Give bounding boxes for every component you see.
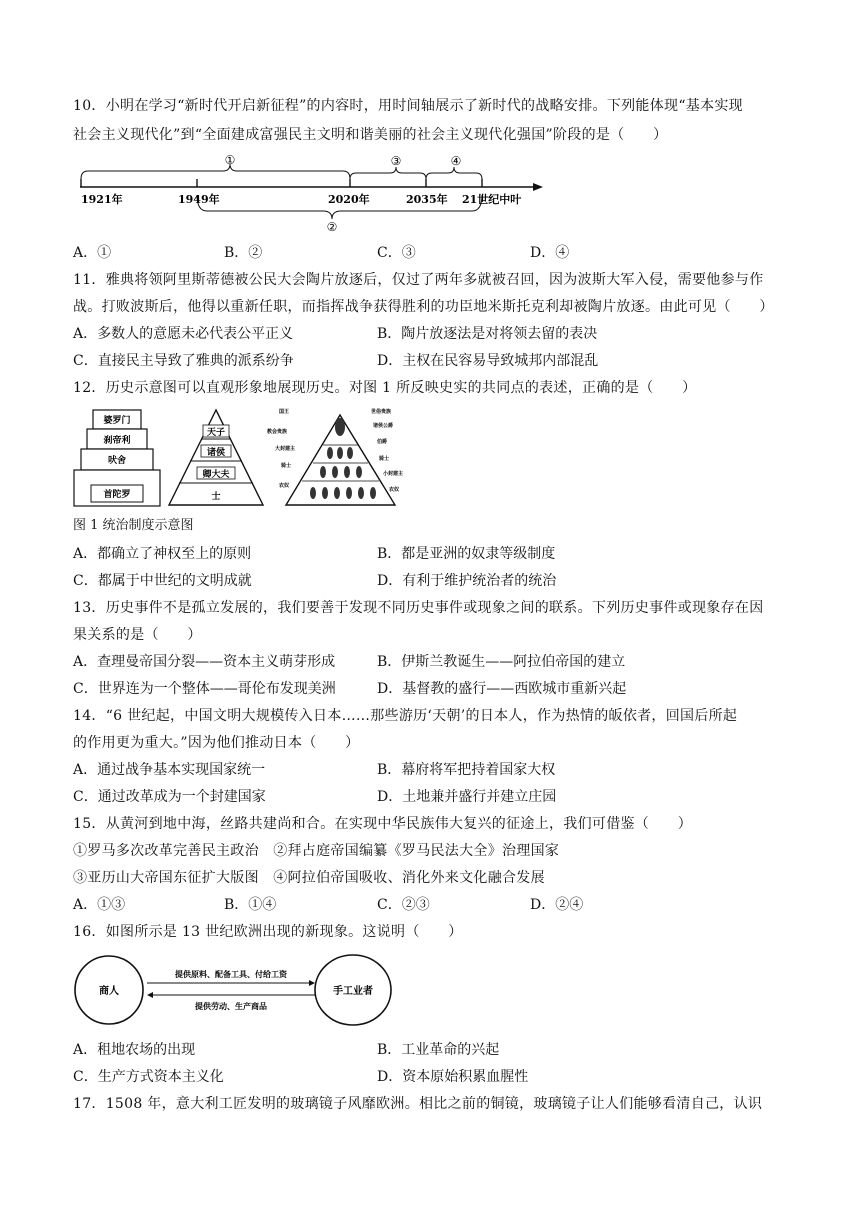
q11-option-b[interactable]: B．陶片放逐法是对将领去留的表决	[377, 326, 598, 342]
q14-stem-line2: 的作用更为重大。”因为他们推动日本（ ）	[73, 735, 360, 751]
q15-option-c[interactable]: C．②③	[377, 897, 430, 913]
bottom-arrow-label: 提供劳动、生产商品	[195, 1001, 267, 1011]
figure1-hierarchy-diagrams	[73, 405, 418, 510]
svg-text:首陀罗: 首陀罗	[103, 490, 131, 500]
svg-text:诸侯: 诸侯	[206, 448, 226, 458]
year-2035: 2035年	[406, 193, 448, 206]
q13-option-d[interactable]: D．基督教的盛行——西欧城市重新兴起	[377, 681, 627, 697]
svg-text:骑士: 骑士	[379, 456, 390, 462]
q15-option-a[interactable]: A．①③	[73, 897, 126, 913]
q15-option-d[interactable]: D．②④	[530, 897, 584, 913]
q13-option-a[interactable]: A．查理曼帝国分裂——资本主义萌芽形成	[73, 654, 336, 670]
q16-option-a[interactable]: A．租地农场的出现	[73, 1042, 196, 1058]
svg-text:世俗贵族: 世俗贵族	[371, 409, 392, 415]
q15-stem-line1: 15．从黄河到地中海，丝路共建尚和合。在实现中华民族伟大复兴的征途上，我们可借鉴（ ）	[73, 816, 693, 832]
q15-option-b[interactable]: B．①④	[224, 897, 277, 913]
timeline-figure	[78, 153, 548, 233]
q14-stem-line1: 14．“6 世纪起，中国文明大规模传入日本……那些游历‘天朝’的日本人，作为热情的皈依者，回国后所起	[73, 708, 738, 724]
q11-stem-line2: 战。打败波斯后，他得以重新任职，而指挥战争获得胜利的功臣地米斯托克利却被陶片放逐。由此可见（ ）	[73, 299, 774, 315]
q10-option-a[interactable]: A．①	[73, 245, 112, 261]
q10-option-d[interactable]: D．④	[530, 245, 570, 261]
merchant-artisan-diagram	[73, 948, 403, 1033]
year-mid-21c: 21世纪中叶	[462, 193, 522, 206]
q14-option-b[interactable]: B．幕府将军把持着国家大权	[377, 762, 556, 778]
top-arrow-label: 提供原料、配备工具、付给工资	[175, 969, 287, 979]
q10-option-b[interactable]: B．②	[224, 245, 263, 261]
q12-stem-line1: 12．历史示意图可以直观形象地展现历史。对图 1 所反映史实的共同点的表述，正确的是（ ）	[73, 380, 697, 396]
svg-text:吠舍: 吠舍	[107, 456, 127, 466]
svg-text:农奴: 农奴	[279, 483, 290, 489]
india-caste-stack	[74, 410, 160, 506]
svg-text:骑士: 骑士	[281, 463, 292, 469]
svg-text:大封建主: 大封建主	[275, 446, 296, 452]
q14-option-c[interactable]: C．通过改革成为一个封建国家	[73, 789, 266, 805]
q13-option-c[interactable]: C．世界连为一个整体——哥伦布发现美洲	[73, 681, 336, 697]
q12-option-b[interactable]: B．都是亚洲的奴隶等级制度	[377, 546, 556, 562]
q12-option-a[interactable]: A．都确立了神权至上的原则	[73, 546, 252, 562]
marker-1: ①	[224, 153, 236, 167]
q12-option-d[interactable]: D．有利于维护统治者的统治	[377, 573, 557, 589]
marker-4: ④	[450, 154, 462, 168]
q16-stem-line1: 16．如图所示是 13 世纪欧洲出现的新现象。这说明（ ）	[73, 924, 463, 940]
figure1-caption: 图 1 统治制度示意图	[73, 518, 194, 533]
q15-items-line2: ③亚历山大帝国东征扩大版图 ④阿拉伯帝国吸收、消化外来文化融合发展	[73, 870, 545, 886]
q16-option-c[interactable]: C．生产方式资本主义化	[73, 1069, 224, 1085]
svg-text:卿大夫: 卿大夫	[202, 470, 230, 480]
q10-option-c[interactable]: C．③	[377, 245, 416, 261]
q16-option-b[interactable]: B．工业革命的兴起	[377, 1042, 500, 1058]
merchant-label: 商人	[99, 986, 119, 997]
q13-stem-line1: 13．历史事件不是孤立发展的，我们要善于发现不同历史事件或现象之间的联系。下列历史事件或现象存在因	[73, 600, 764, 616]
svg-text:教会贵族: 教会贵族	[267, 429, 288, 435]
q14-option-d[interactable]: D．土地兼并盛行并建立庄园	[377, 789, 557, 805]
q14-option-a[interactable]: A．通过战争基本实现国家统一	[73, 762, 266, 778]
svg-text:婆罗门: 婆罗门	[103, 416, 131, 426]
q12-option-c[interactable]: C．都属于中世纪的文明成就	[73, 573, 252, 589]
q13-option-b[interactable]: B．伊斯兰教诞生——阿拉伯帝国的建立	[377, 654, 626, 670]
svg-text:小封建主: 小封建主	[383, 471, 404, 477]
q10-stem-line1: 10．小明在学习“新时代开启新征程”的内容时，用时间轴展示了新时代的战略安排。下列能体现“基本实现	[73, 98, 743, 114]
year-2020: 2020年	[328, 193, 370, 206]
q17-stem-line1: 17．1508 年，意大利工匠发明的玻璃镜子风靡欧洲。相比之前的铜镜，玻璃镜子让人们能够看清自己，认识	[73, 1096, 763, 1112]
svg-text:士: 士	[211, 492, 221, 502]
svg-text:刹帝利: 刹帝利	[103, 436, 131, 446]
svg-text:伯爵: 伯爵	[377, 439, 388, 445]
q15-items-line1: ①罗马多次改革完善民主政治 ②拜占庭帝国编纂《罗马民法大全》治理国家	[73, 843, 560, 859]
svg-text:农奴: 农奴	[389, 487, 400, 493]
q11-stem-line1: 11．雅典将领阿里斯蒂德被公民大会陶片放逐后，仅过了两年多就被召回，因为波斯大军入侵，需要他参与作	[73, 272, 764, 288]
europe-feudal-pyramid	[266, 408, 403, 505]
q11-option-a[interactable]: A．多数人的意愿未必代表公平正义	[73, 326, 294, 342]
year-1921: 1921年	[81, 193, 123, 206]
svg-text:国王: 国王	[279, 409, 290, 415]
china-feudal-pyramid	[169, 410, 263, 505]
year-1949: 1949年	[178, 193, 220, 206]
q10-stem-line2: 社会主义现代化”到“全面建成富强民主文明和谐美丽的社会主义现代化强国”阶段的是（ ）	[73, 127, 668, 143]
svg-text:天子: 天子	[206, 428, 226, 438]
marker-2: ②	[326, 220, 338, 233]
marker-3: ③	[390, 154, 402, 168]
q11-option-d[interactable]: D．主权在民容易导致城邦内部混乱	[377, 353, 599, 369]
artisan-label: 手工业者	[333, 986, 373, 997]
q16-option-d[interactable]: D．资本原始积累血腥性	[377, 1069, 529, 1085]
q13-stem-line2: 果关系的是（ ）	[73, 627, 202, 643]
svg-text:诸侯公爵: 诸侯公爵	[373, 423, 394, 429]
q11-option-c[interactable]: C．直接民主导致了雅典的派系纷争	[73, 353, 294, 369]
